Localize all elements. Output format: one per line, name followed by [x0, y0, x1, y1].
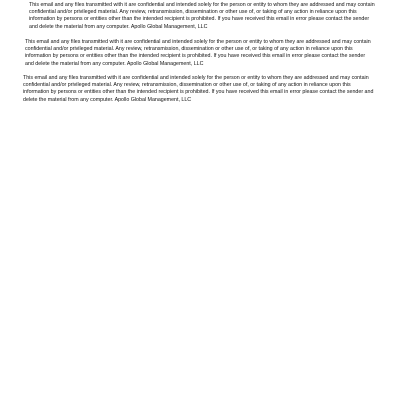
- confidentiality-disclaimer-2: This email and any files transmitted with it are confidential and intended solely for the person or entity to whom they are addressed and may contain confidential and/or privileged material. Any review, retransmission, dissemination or other use of, or taking of any action in reliance upon this information by persons or entities other than the intended recipient is prohibited. If you have received this email in error please contact the sender and delete the material from any computer. Apollo Global Management, LLC: [25, 39, 371, 67]
- confidentiality-disclaimer-3: This email and any files transmitted with it are confidential and intended solely for the person or entity to whom they are addressed and may contain confidential and/or privileged material. Any review, retransmission, dissemination or other use of, or taking of any action in reliance upon this information by persons or entities other than the intended recipient is prohibited. If you have received this email in error please contact the sender and delete the material from any computer. Apollo Global Management, LLC: [23, 75, 374, 103]
- confidentiality-disclaimer-1: This email and any files transmitted with it are confidential and intended solely for the person or entity to whom they are addressed and may contain confidential and/or privileged material. Any review, retransmission, dissemination or other use of, or taking of any action in reliance upon this information by persons or entities other than the intended recipient is prohibited. If you have received this email in error please contact the sender and delete the material from any computer. Apollo Global Management, LLC: [29, 2, 375, 30]
